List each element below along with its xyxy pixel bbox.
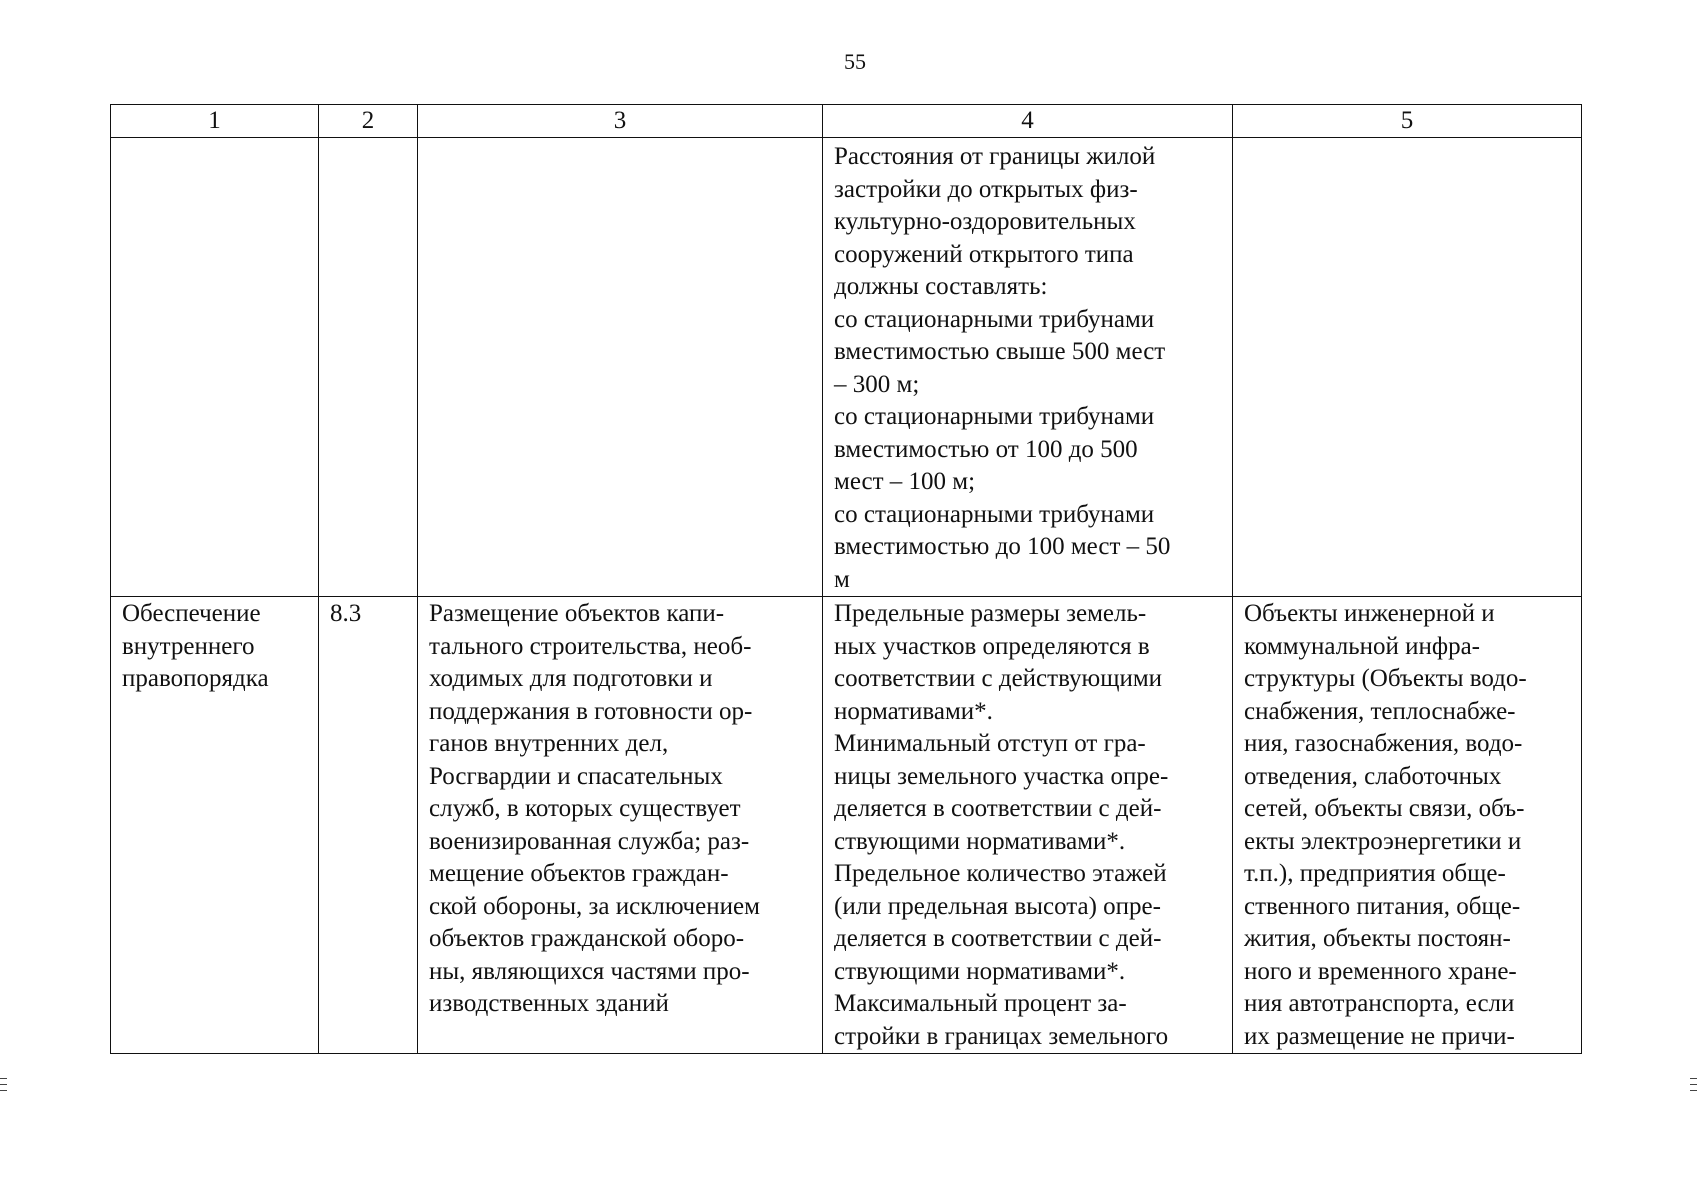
- regulations-table: [110, 104, 1582, 1054]
- column-header-1: 1: [111, 105, 319, 138]
- page-number: 55: [844, 49, 866, 74]
- scan-edge-mark-left: [0, 1078, 7, 1091]
- cell-use-name: [111, 138, 319, 597]
- cell-parameters: Предельные размеры земель- ных участков определяются в соответствии с действующими нормативами*. Минимальный отступ от гра- ницы земельного участка опре- деляется в соответствии с дей- ствующими нормативами*. Предельное количество этажей (или предельная высота) опре- деляется в соответствии с дей- ствующими нормативами*. Максимальный процент за- стройки в границах земельного: [823, 597, 1233, 1054]
- cell-description: [418, 138, 823, 597]
- cell-description: Размещение объектов капи- тального строительства, необ- ходимых для подготовки и поддержания в готовности ор- ганов внутренних дел, Росгвардии и спасательных служб, в которых существует военизированная служба; раз- мещение объектов граждан- ской обороны, за исключением объектов гражданской оборо- ны, являющихся частями про- изводственных зданий: [418, 597, 823, 1054]
- table-row: [111, 138, 1582, 597]
- cell-auxiliary-uses: Объекты инженерной и коммунальной инфра- структуры (Объекты водо- снабжения, теплоснабже- ния, газоснабжения, водо- отведения, слаботочных сетей, объекты связи, объ- екты электроэнергетики и т.п.), предприятия обще- ственного питания, обще- жития, объекты постоян- ного и временного хране- ния автотранспорта, если их размещение не причи-: [1233, 597, 1582, 1054]
- table-row: [111, 597, 1582, 1054]
- cell-use-name: Обеспечение внутреннего правопорядка: [111, 597, 319, 1054]
- cell-code: 8.3: [319, 597, 418, 1054]
- column-header-2: 2: [319, 105, 418, 138]
- header-row: [111, 105, 1582, 138]
- cell-parameters: Расстояния от границы жилой застройки до открытых физ- культурно-оздоровительных сооружений открытого типа должны составлять: со стационарными трибунами вместимостью свыше 500 мест – 300 м; со стационарными трибунами вместимостью от 100 до 500 мест – 100 м; со стационарными трибунами вместимостью до 100 мест – 50 м: [823, 138, 1233, 597]
- column-header-3: 3: [418, 105, 823, 138]
- cell-code: [319, 138, 418, 597]
- table-body: [111, 138, 1582, 1054]
- scan-edge-mark-right: [1690, 1078, 1697, 1091]
- cell-auxiliary-uses: [1233, 138, 1582, 597]
- column-header-4: 4: [823, 105, 1233, 138]
- table-header: [111, 105, 1582, 138]
- column-header-5: 5: [1233, 105, 1582, 138]
